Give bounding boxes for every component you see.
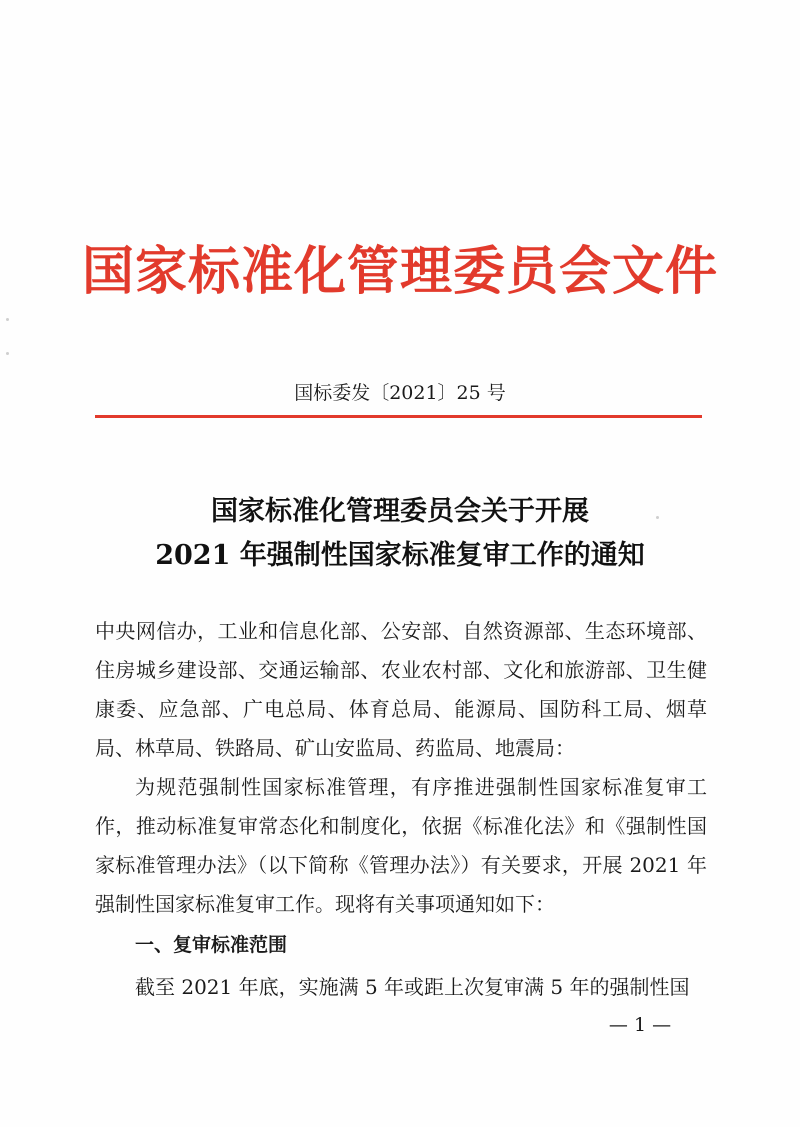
- masthead-title: 国家标准化管理委员会文件: [81, 241, 718, 302]
- notice-title: [0, 490, 800, 578]
- page-number: — 1 —: [608, 1014, 672, 1036]
- notice-title-line-2: 2021 年强制性国家标准复审工作的通知: [155, 540, 645, 571]
- document-number: 国标委发〔2021〕25 号: [294, 382, 506, 404]
- red-divider-line: [95, 415, 702, 418]
- notice-title-line-1: 国家标准化管理委员会关于开展: [211, 496, 589, 527]
- intro-paragraph: 为规范强制性国家标准管理，有序推进强制性国家标准复审工作，推动标准复审常态化和制度化，依据《标准化法》和《强制性国家标准管理办法》（以下简称《管理办法》）有关要求，开展 2021 年强制性国家标准复审工作。现将有关事项通知如下：: [95, 775, 707, 916]
- scan-speck: [656, 516, 659, 519]
- section-1-paragraph: 截至 2021 年底，实施满 5 年或距上次复审满 5 年的强制性国: [135, 975, 690, 999]
- addressees-list: 中央网信办，工业和信息化部、公安部、自然资源部、生态环境部、住房城乡建设部、交通运输部、农业农村部、文化和旅游部、卫生健康委、应急部、广电总局、体育总局、能源局、国防科工局、烟草局、林草局、铁路局、矿山安监局、药监局、地震局：: [95, 619, 707, 760]
- scan-speck: [6, 352, 9, 355]
- section-heading-1: 一、复审标准范围: [135, 934, 288, 956]
- scan-speck: [6, 318, 9, 321]
